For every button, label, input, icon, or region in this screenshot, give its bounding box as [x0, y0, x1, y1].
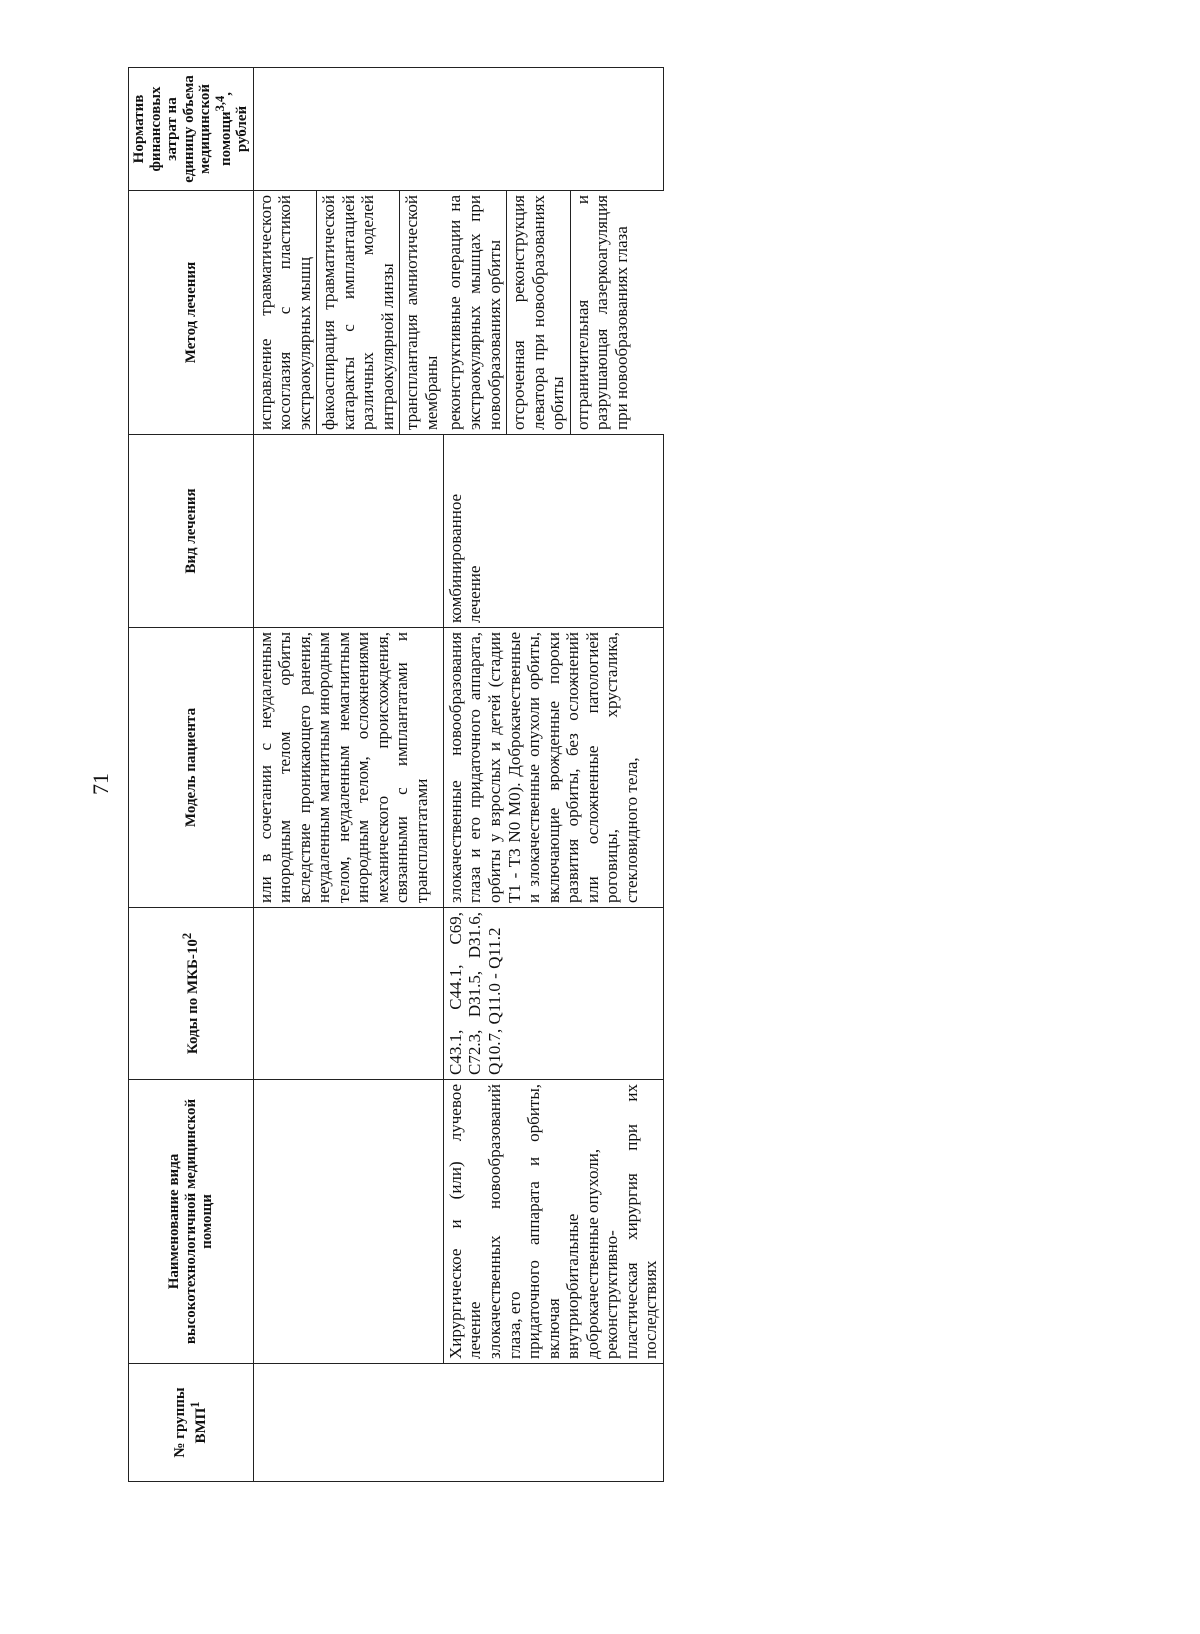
vmp-table [128, 67, 664, 1482]
header-codes: Коды по МКБ-$10^2$ [129, 908, 254, 1080]
method-item: отсроченная реконструкция леватора при новообразованиях орбиты [506, 191, 570, 434]
header-method: Метод лечения [129, 191, 254, 435]
cell-name [253, 1080, 443, 1364]
name-line: придаточного аппарата и орбиты, включая [524, 1084, 563, 1359]
header-model: Модель пациента [129, 628, 254, 908]
cell-methods [443, 191, 663, 435]
method-item: реконструктивные операции на экстраокулярных мышцах при новообразованиях орбиты [445, 195, 504, 430]
header-name: Наименование вида высокотехнологичной медицинской помощи [129, 1080, 254, 1364]
cell-treatment-type: комбинированное лечение [443, 435, 663, 628]
cell-codes: C43.1, C44.1, C69, C72.3, D31.5, D31.6, Q10.7, Q11.0 - Q11.2 [443, 908, 663, 1080]
page-number: 71 [88, 773, 113, 795]
method-item: исправление травматического косоглазия с пластикой экстраокулярных мышц [255, 195, 314, 430]
header-norm: Норматив финансовых затрат на единицу объема медицинской помощи$^{3,4}$, рублей [129, 68, 254, 191]
cell-model: злокачественные новообразования глаза и его придаточного аппарата, орбиты у взрослых и детей (стадии T1 - T3 N0 M0). Доброкачественные и злокачественные опухоли орбиты, включающие врожденные пороки развития орбиты, без осложнений или осложненные патологией роговицы, хрусталика, стекловидного тела, [443, 628, 663, 908]
name-line: пластическая хирургия при их последствиях [621, 1084, 661, 1359]
cell-methods [253, 191, 443, 435]
name-line: злокачественных новообразований глаза, его [485, 1084, 524, 1359]
cell-group-no [253, 1364, 663, 1482]
name-line: внутриорбитальные доброкачественные опухоли, [563, 1148, 602, 1359]
rotated-table-container [128, 68, 898, 1482]
name-line: Хирургическое и (или) лучевое лечение [445, 1084, 485, 1359]
header-group-no: № группы ВМП$^1$ [129, 1364, 254, 1482]
header-treatment-type: Вид лечения [129, 435, 254, 628]
cell-treatment-type [253, 435, 443, 628]
method-item: факоаспирация травматической катаракты с имплантацией различных моделей интраокулярной линзы [316, 191, 399, 434]
method-item: отграничительная и разрушающая лазеркоагуляция при новообразованиях глаза [570, 191, 634, 434]
cell-codes [253, 908, 443, 1080]
cell-norm [253, 68, 663, 191]
table-row [253, 68, 443, 1482]
name-line: реконструктивно- [602, 1230, 622, 1359]
header-row [129, 68, 254, 1482]
method-item: трансплантация амниотической мембраны [399, 191, 443, 434]
table-row [443, 68, 663, 1482]
cell-model: или в сочетании с неудаленным инородным телом орбиты вследствие проникающего ранения, неудаленным магнитным инородным телом, неудаленным немагнитным инородным телом, осложнениями механического происхождения, связанными с имплантатами и трансплантатами [253, 628, 443, 908]
cell-name [443, 1080, 663, 1364]
